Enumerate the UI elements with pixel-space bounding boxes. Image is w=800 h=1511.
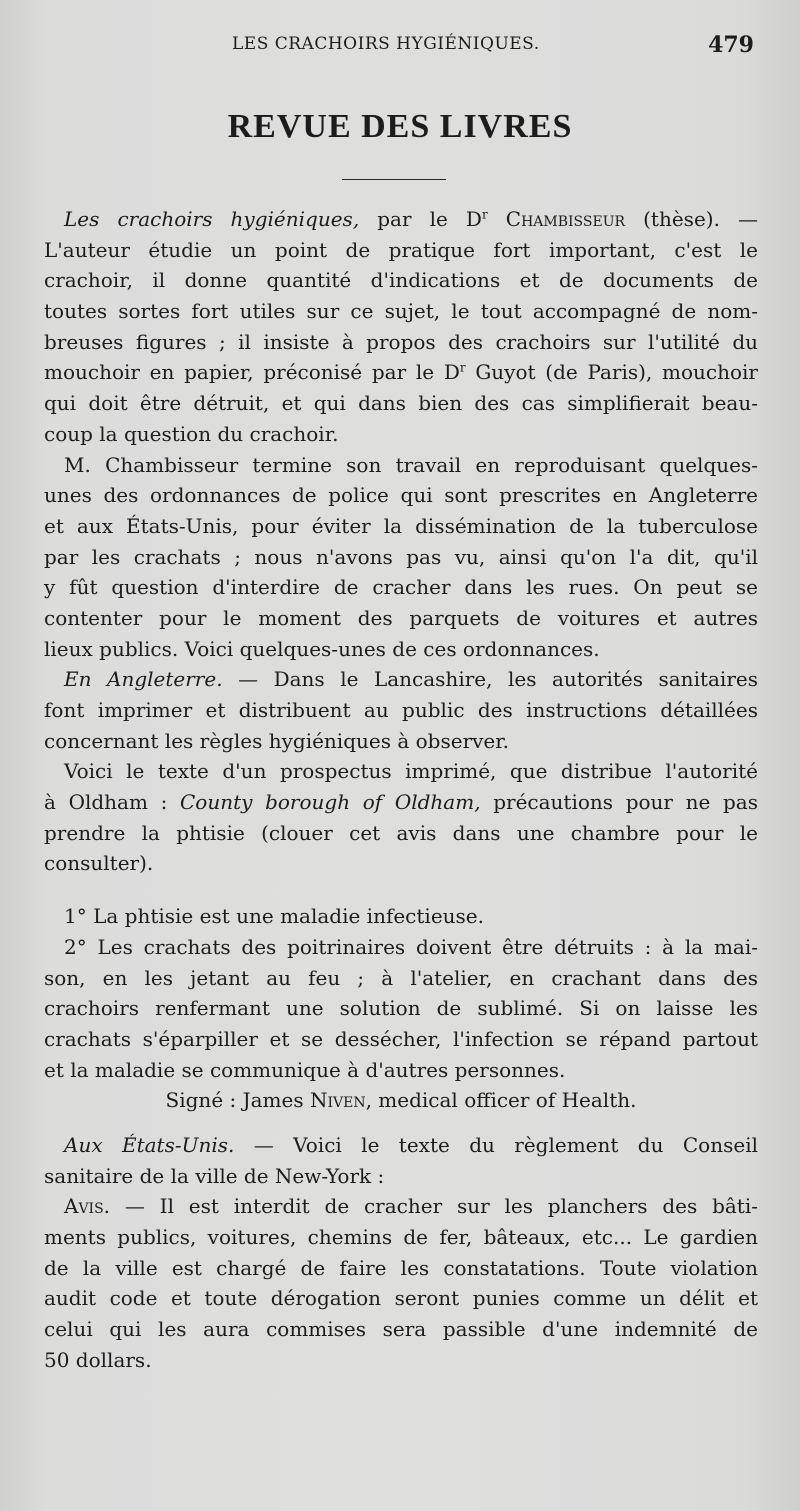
- text-line: crachats s'éparpiller et se dessécher, l'infection se répand partout: [44, 1026, 758, 1051]
- text-line: coup la question du crachoir.: [44, 421, 339, 446]
- text-line: audit code et toute dérogation seront punies comme un délit et: [44, 1286, 758, 1311]
- text-line: Avis. — Il est interdit de cracher sur les planchers des bâti-: [64, 1194, 758, 1219]
- text-line: par les crachats ; nous n'avons pas vu, ainsi qu'on l'a dit, qu'il: [44, 544, 758, 569]
- text-line: son, en les jetant au feu ; à l'atelier, en crachant dans des: [44, 965, 758, 990]
- text-line: unes des ordonnances de police qui sont prescrites en Angleterre: [44, 483, 758, 508]
- text-line: 2° Les crachats des poitrinaires doivent être détruits : à la mai-: [64, 934, 758, 959]
- text-line: M. Chambisseur termine son travail en reproduisant quelques-: [64, 452, 758, 477]
- text-line: Aux États-Unis. — Voici le texte du règlement du Conseil: [64, 1132, 758, 1157]
- england-heading: En Angleterre.: [64, 667, 223, 692]
- text-line: mouchoir en papier, préconisé par le $D^r$ Guyot (de Paris), mouchoir: [44, 360, 758, 385]
- page-number: 479: [708, 32, 754, 58]
- text-line: ments publics, voitures, chemins de fer, bâteaux, etc... Le gardien: [44, 1225, 758, 1249]
- text-line: L'auteur étudie un point de pratique fort important, c'est le: [44, 237, 758, 262]
- title-rule: [342, 179, 446, 180]
- text-line: consulter).: [44, 851, 154, 876]
- text-line: font imprimer et distribuent au public des instructions détaillées: [44, 698, 758, 722]
- text-line: lieux publics. Voici quelques-unes de ces ordonnances.: [44, 636, 600, 661]
- book-title: Les crachoirs hygiéniques,: [64, 207, 360, 231]
- body-text: [44, 204, 758, 1375]
- text-line: y fût question d'interdire de cracher dans les rues. On peut se: [44, 575, 758, 600]
- text-line: crachoir, il donne quantité d'indications et de documents de: [44, 268, 758, 293]
- text-line: concernant les règles hygiéniques à observer.: [44, 728, 509, 753]
- text-line: prendre la phtisie (clouer cet avis dans une chambre pour le: [44, 820, 758, 845]
- avis-label: Avis.: [64, 1194, 111, 1219]
- rule-1: 1° La phtisie est une maladie infectieuse.: [64, 904, 484, 929]
- text-line: sanitaire de la ville de New-York :: [44, 1163, 385, 1188]
- text-line: 50 dollars.: [44, 1347, 152, 1372]
- text-line: En Angleterre. — Dans le Lancashire, les autorités sanitaires: [64, 667, 758, 692]
- author-name: Chambisseur: [505, 207, 626, 231]
- text-line: Les crachoirs hygiéniques, par le $D^r$ Chambisseur (thèse). —: [64, 207, 759, 231]
- signature-line: Signé : James Niven, medical officer of Health.: [165, 1088, 637, 1113]
- text-line: Voici le texte d'un prospectus imprimé, que distribue l'autorité: [64, 759, 758, 784]
- usa-heading: Aux États-Unis.: [64, 1132, 235, 1157]
- text-line: toutes sortes fort utiles sur ce sujet, le tout accompagné de nom-: [44, 299, 758, 324]
- text-line: à Oldham : County borough of Oldham, précautions pour ne pas: [44, 790, 758, 815]
- text-line: et la maladie se communique à d'autres personnes.: [44, 1057, 566, 1082]
- running-title: LES CRACHOIRS HYGIÉNIQUES.: [232, 34, 540, 54]
- text-line: crachoirs renfermant une solution de sublimé. Si on laisse les: [44, 996, 758, 1021]
- text-line: celui qui les aura commises sera passible d'une indemnité de: [44, 1317, 758, 1342]
- section-title: REVUE DES LIVRES: [227, 108, 573, 145]
- text-line: breuses figures ; il insiste à propos des crachoirs sur l'utilité du: [44, 329, 758, 354]
- text-line: contenter pour le moment des parquets de voitures et autres: [44, 605, 758, 630]
- text-line: qui doit être détruit, et qui dans bien des cas simplifierait beau-: [44, 391, 758, 416]
- text-line: et aux États-Unis, pour éviter la dissémination de la tuberculose: [44, 513, 758, 538]
- text-line: de la ville est chargé de faire les constatations. Toute violation: [44, 1255, 758, 1280]
- running-head: [0, 34, 800, 64]
